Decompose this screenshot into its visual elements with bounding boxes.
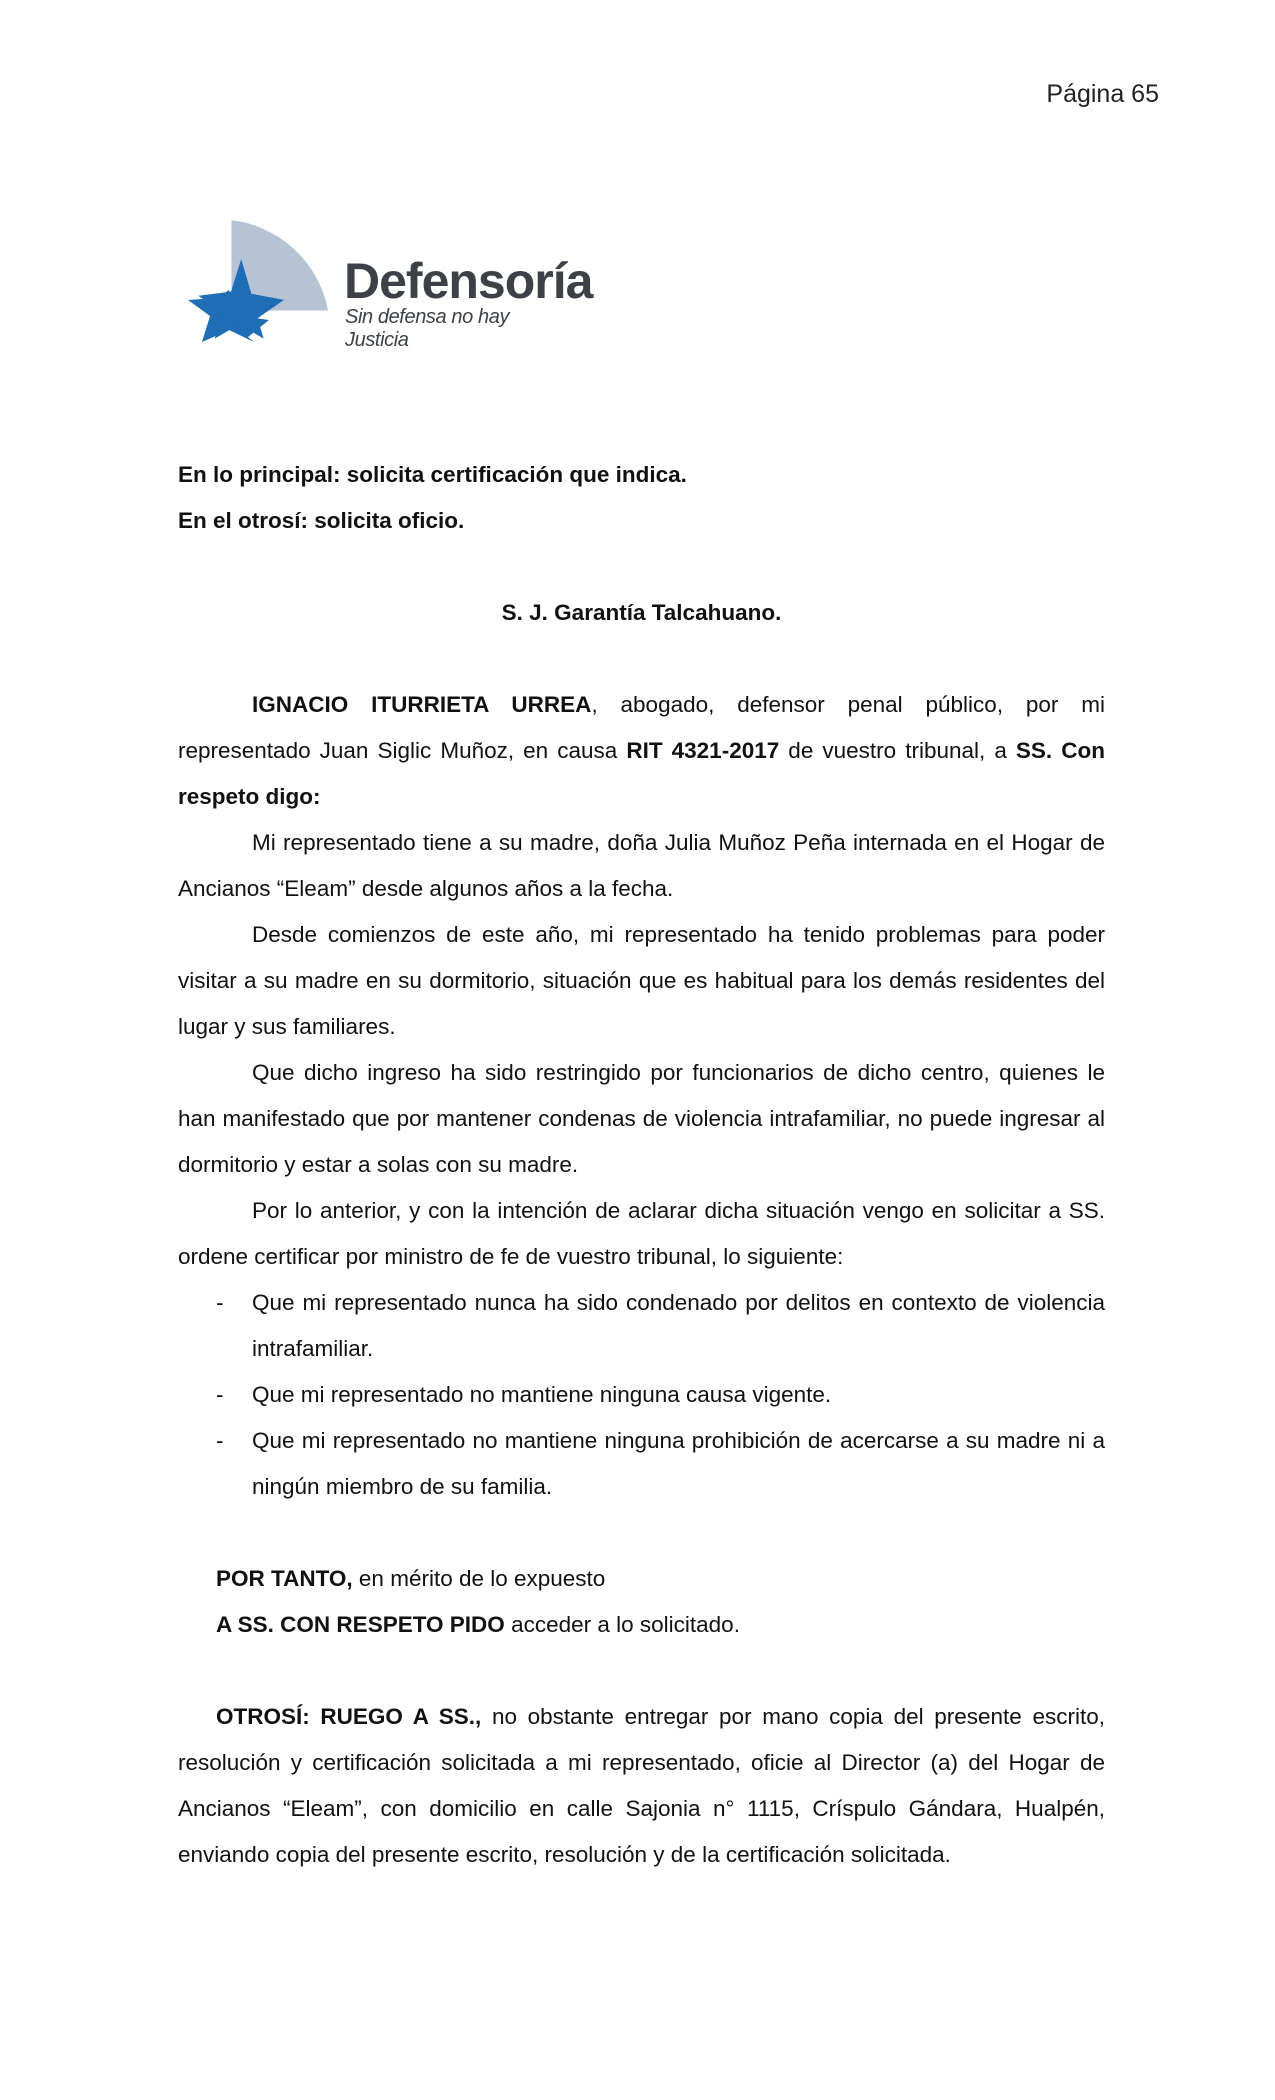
por-tanto-line bbox=[178, 1556, 1105, 1602]
defensoria-logo bbox=[184, 212, 593, 351]
paragraph-request: Por lo anterior, y con la intención de aclarar dicha situación vengo en solicitar a SS. ordene certificar por ministro de fe de vuestro tribunal, lo siguiente: bbox=[178, 1198, 1105, 1269]
list-item-text: Que mi representado no mantiene ninguna causa vigente. bbox=[252, 1382, 832, 1407]
logo-title: Defensoría bbox=[344, 253, 593, 309]
request-list bbox=[178, 1280, 1105, 1510]
sumilla-principal: En lo principal: solicita certificación que indica. bbox=[178, 462, 687, 487]
list-item-text: Que mi representado nunca ha sido condenado por delitos en contexto de violencia intrafamiliar. bbox=[252, 1290, 1105, 1361]
list-dash: - bbox=[216, 1290, 224, 1315]
pido-text: acceder a lo solicitado. bbox=[504, 1612, 740, 1637]
list-item bbox=[178, 1418, 1105, 1510]
document-body bbox=[178, 452, 1105, 1878]
court-addressee: S. J. Garantía Talcahuano. bbox=[501, 600, 782, 625]
sumilla-otrosi: En el otrosí: solicita oficio. bbox=[178, 508, 465, 533]
intro-text-2: de vuestro tribunal, a bbox=[779, 738, 1016, 763]
intro-text-1: , abogado, defensor penal público, por mi representado Juan Siglic Muñoz, en causa bbox=[178, 692, 1106, 763]
list-dash: - bbox=[216, 1382, 224, 1407]
por-tanto-text: en mérito de lo expuesto bbox=[352, 1566, 606, 1591]
intro-paragraph bbox=[178, 682, 1105, 820]
list-dash: - bbox=[216, 1428, 224, 1453]
paragraph-mother: Mi representado tiene a su madre, doña Julia Muñoz Peña internada en el Hogar de Ancianos “Eleam” desde algunos años a la fecha. bbox=[178, 830, 1105, 901]
logo-tagline: Sin defensa no hay Justicia bbox=[345, 306, 510, 351]
pido-label: A SS. CON RESPETO PIDO bbox=[216, 1612, 505, 1637]
pido-line bbox=[178, 1602, 1105, 1648]
logo-emblem-icon bbox=[184, 212, 344, 342]
page-number: Página 65 bbox=[1046, 80, 1159, 108]
intro-closing: SS. Con respeto digo: bbox=[178, 738, 1105, 809]
list-item bbox=[178, 1372, 1105, 1418]
otrosi-label: OTROSÍ: RUEGO A SS., bbox=[216, 1704, 482, 1729]
otrosi-paragraph bbox=[178, 1694, 1105, 1878]
otrosi-text: no obstante entregar por mano copia del presente escrito, resolución y certificación solicitada a mi representado, oficie al Director (a) del Hogar de Ancianos “Eleam”, con domicilio en calle Sajonia n° 1115, Críspulo Gándara, Hualpén, enviando copia del presente escrito, resolución y de la certificación solicitada. bbox=[178, 1704, 1105, 1867]
por-tanto-label: POR TANTO, bbox=[216, 1566, 353, 1591]
lawyer-name: IGNACIO ITURRIETA URREA bbox=[252, 692, 592, 717]
list-item bbox=[178, 1280, 1105, 1372]
list-item-text: Que mi representado no mantiene ninguna prohibición de acercarse a su madre ni a ningún miembro de su familia. bbox=[252, 1428, 1105, 1499]
paragraph-restriction: Que dicho ingreso ha sido restringido por funcionarios de dicho centro, quienes le han manifestado que por mantener condenas de violencia intrafamiliar, no puede ingresar al dormitorio y estar a solas con su madre. bbox=[178, 1060, 1105, 1177]
paragraph-visits: Desde comienzos de este año, mi representado ha tenido problemas para poder visitar a su madre en su dormitorio, situación que es habitual para los demás residentes del lugar y sus familiares. bbox=[178, 922, 1105, 1039]
case-rit: RIT 4321-2017 bbox=[626, 738, 780, 763]
